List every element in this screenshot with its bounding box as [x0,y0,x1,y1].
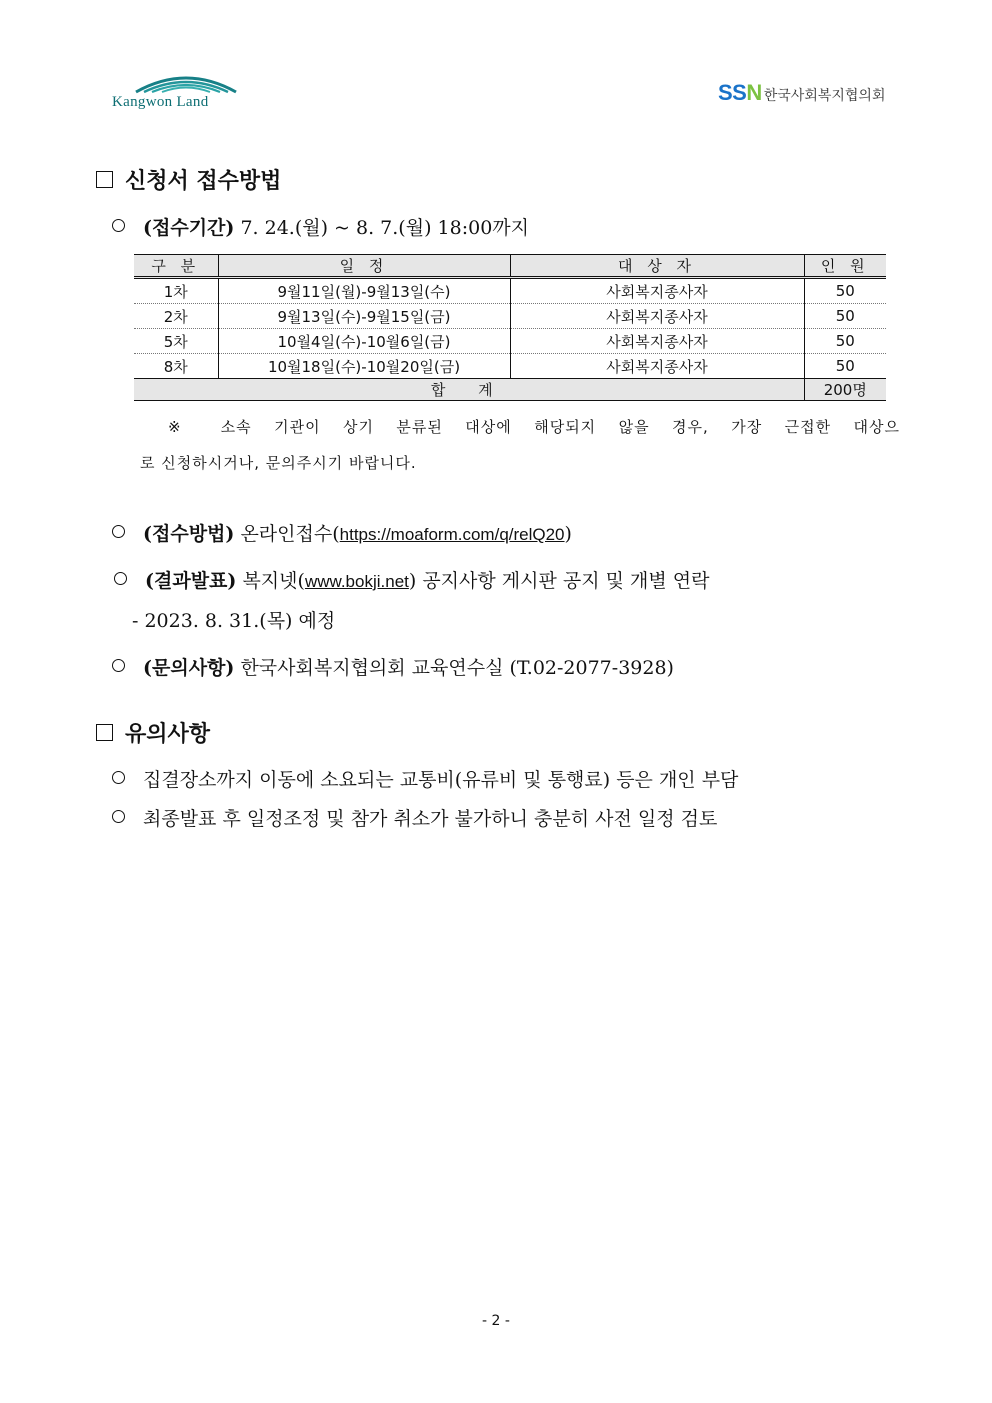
period-text: 7. 24.(월) ~ 8. 7.(월) 18:00까지 [240,217,529,239]
round-cell: 1차 [134,278,218,304]
application-period [112,213,529,240]
target-cell: 사회복지종사자 [510,278,804,304]
total-value-cell: 200명 [804,379,886,401]
circle-bullet-icon [112,219,125,232]
application-method: (접수방법) 온라인접수(https://moaform.com/q/relQ20) [112,519,572,546]
result-announcement: (결과발표) 복지넷(www.bokji.net) 공지사항 게시판 공지 및 개별 연락 [114,566,709,593]
bokji-net-link[interactable]: www.bokji.net [304,572,409,591]
schedule-cell: 9월13일(수)-9월15일(금) [218,304,510,329]
circle-bullet-icon [112,525,125,538]
section-application-method [96,164,281,195]
circle-bullet-icon [112,659,125,672]
circle-bullet-icon [112,771,125,784]
count-cell: 50 [804,278,886,304]
note-line-2: 로 신청하시거나, 문의주시기 바랍니다. [140,454,417,472]
table-header-row [134,255,886,278]
notice-item [112,804,717,831]
target-cell: 사회복지종사자 [510,329,804,354]
header-cell: 인 원 [804,255,886,278]
ssn-mark: SSN [718,80,762,105]
ssn-mark-n: N [746,80,762,105]
square-bullet-icon [96,171,113,188]
total-label-cell: 합 계 [134,379,804,401]
kangwon-land-logo-text: Kangwon Land [112,94,209,110]
section-title: 신청서 접수방법 [125,169,282,194]
table-row [134,304,886,329]
kangwon-land-emblem-icon [134,70,238,94]
table-row [134,329,886,354]
result-text-after: 공지사항 게시판 공지 및 개별 연락 [422,570,710,592]
table-note [140,409,900,481]
inquiry-text: 한국사회복지협의회 교육연수실 (T.02-2077-3928) [240,657,674,679]
table-row [134,354,886,379]
method-text: 온라인접수 [240,523,333,545]
count-cell: 50 [804,329,886,354]
inquiry [112,653,674,680]
result-label: (결과발표) [145,570,237,592]
round-cell: 5차 [134,329,218,354]
schedule-cell: 9월11일(월)-9월13일(수) [218,278,510,304]
header-cell: 대 상 자 [510,255,804,278]
header-cell: 일 정 [218,255,510,278]
circle-bullet-icon [112,810,125,823]
kangwon-land-logo [112,70,262,112]
target-cell: 사회복지종사자 [510,304,804,329]
inquiry-label: (문의사항) [143,657,235,679]
target-cell: 사회복지종사자 [510,354,804,379]
round-cell: 8차 [134,354,218,379]
section-title: 유의사항 [125,722,211,747]
result-date: - 2023. 8. 31.(목) 예정 [132,610,336,632]
page-number: - 2 - [482,1313,510,1329]
schedule-cell: 10월4일(수)-10월6일(금) [218,329,510,354]
notice-text: 집결장소까지 이동에 소요되는 교통비(유류비 및 통행료) 등은 개인 부담 [143,769,739,791]
circle-bullet-icon [114,572,127,585]
count-cell: 50 [804,354,886,379]
ssn-org-name: 한국사회복지협의회 [763,88,886,104]
header-cell: 구 분 [134,255,218,278]
application-form-link[interactable]: https://moaform.com/q/relQ20 [339,525,565,544]
ssn-logo [718,80,885,108]
section-notes [96,717,210,748]
schedule-table [134,254,886,401]
result-text-before: 복지넷 [242,570,298,592]
round-cell: 2차 [134,304,218,329]
notice-text: 최종발표 후 일정조정 및 참가 취소가 불가하니 충분히 사전 일정 검토 [143,808,718,830]
period-label: (접수기간) [143,217,235,239]
table-row [134,278,886,304]
note-line-1: ※ 소속 기관이 상기 분류된 대상에 해당되지 않을 경우, 가장 근접한 대상으 [168,418,900,436]
square-bullet-icon [96,724,113,741]
count-cell: 50 [804,304,886,329]
method-label: (접수방법) [143,523,235,545]
notice-item [112,765,738,792]
table-total-row [134,379,886,401]
schedule-cell: 10월18일(수)-10월20일(금) [218,354,510,379]
